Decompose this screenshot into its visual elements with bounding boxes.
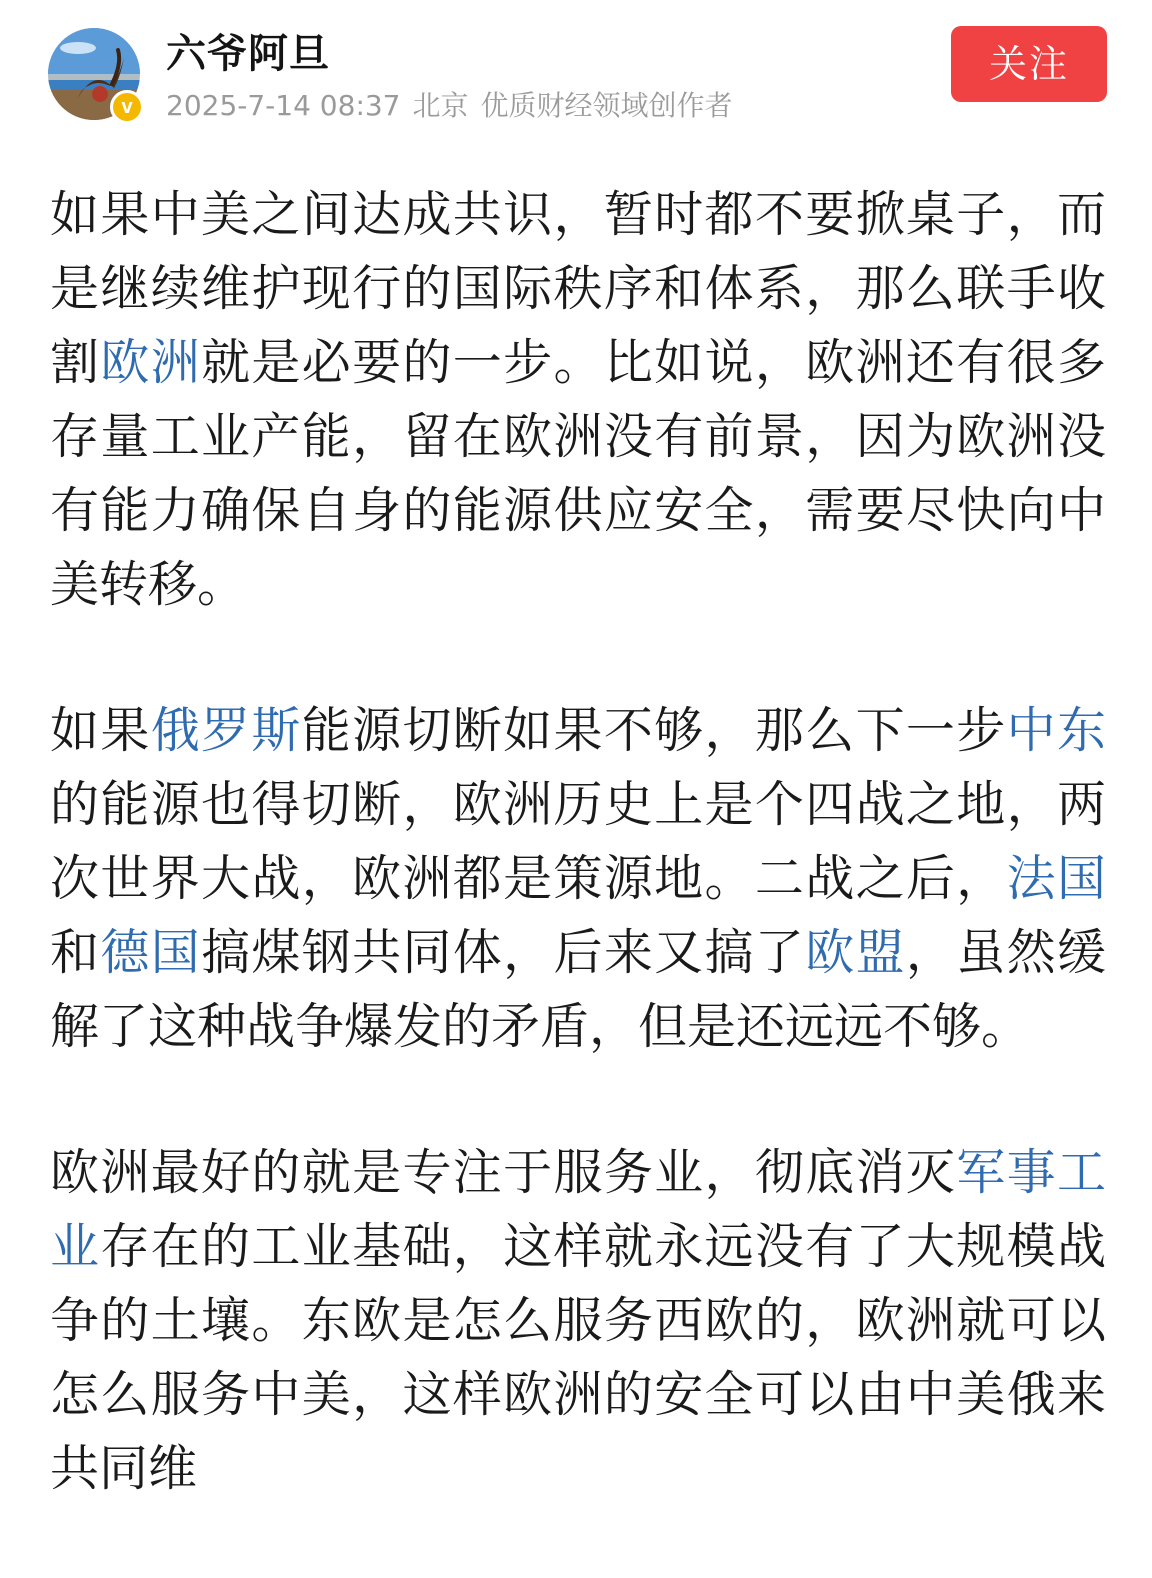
topic-link-middle-east[interactable]: 中东: [1006, 702, 1106, 759]
post-location: 北京: [412, 89, 469, 122]
paragraph-text: 存在的工业基础，这样就永远没有了大规模战争的土壤。东欧是怎么服务西欧的，欧洲就可以怎么服务中美，这样欧洲的安全可以由中美俄来共同维: [50, 1218, 1106, 1497]
topic-link-france[interactable]: 法国: [1006, 850, 1106, 907]
topic-link-russia[interactable]: 俄罗斯: [150, 702, 302, 759]
paragraph-text: 欧洲最好的就是专注于服务业，彻底消灭: [50, 1144, 957, 1201]
article-paragraph-1: [50, 178, 1106, 622]
post-meta: [166, 88, 745, 124]
paragraph-text: 和: [50, 924, 101, 981]
post-header: [0, 0, 1152, 140]
paragraph-text: 就是必要的一步。比如说，欧洲还有很多存量工业产能，留在欧洲没有前景，因为欧洲没有能力确保自身的能源供应安全，需要尽快向中美转移。: [50, 334, 1106, 613]
topic-link-eu[interactable]: 欧盟: [805, 924, 906, 981]
post-datetime: 2025-7-14 08:37: [166, 89, 401, 122]
paragraph-text: 如果中美之间达成共识，暂时都不要掀桌子，而是继续维护现行的国际秩序和体系，那么联手收割: [50, 186, 1106, 391]
paragraph-text: 能源切断如果不够，那么下一步: [301, 702, 1007, 759]
follow-button[interactable]: 关注: [951, 26, 1107, 102]
paragraph-text: 如果: [50, 702, 151, 759]
paragraph-text: 的能源也得切断，欧洲历史上是个四战之地，两次世界大战，欧洲都是策源地。二战之后，: [50, 776, 1106, 907]
article-paragraph-3: [50, 1136, 1106, 1506]
verified-badge-icon: v: [110, 90, 144, 124]
paragraph-text: ，虽然缓解了这种战争爆发的矛盾，但是还远远不够。: [50, 924, 1106, 1055]
topic-link-europe[interactable]: 欧洲: [100, 334, 202, 391]
author-avatar[interactable]: [48, 28, 140, 120]
topic-link-germany[interactable]: 德国: [100, 924, 202, 981]
paragraph-text: 搞煤钢共同体，后来又搞了: [201, 924, 806, 981]
topic-link-military-industry[interactable]: 军事工业: [50, 1144, 1106, 1275]
author-badge-text: 优质财经领域创作者: [480, 89, 733, 122]
article-paragraph-2: [50, 694, 1106, 1064]
author-name[interactable]: 六爷阿旦: [166, 31, 330, 77]
article-body: [50, 178, 1106, 1578]
